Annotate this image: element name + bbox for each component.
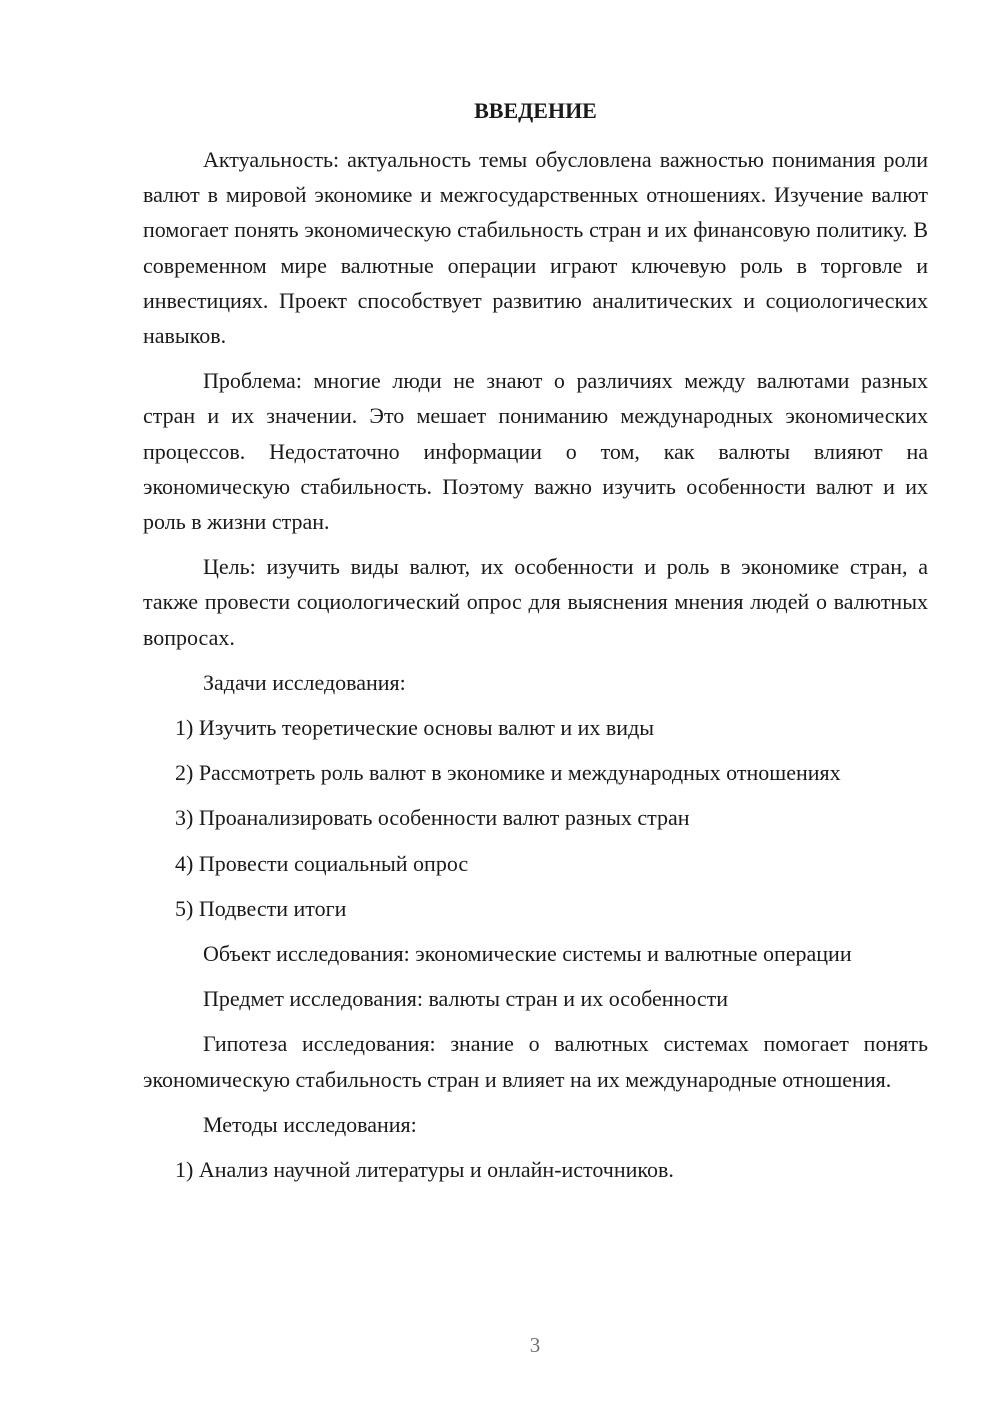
goal-paragraph: Цель: изучить виды валют, их особенности и роль в экономике стран, а также провести социологический опрос для выяснения мнения людей о валютных вопросах. [143, 554, 928, 650]
document-page [143, 93, 928, 1197]
methods-heading: Методы исследования: [203, 1111, 417, 1137]
problem-paragraph: Проблема: многие люди не знают о различиях между валютами разных стран и их значении. Это мешает пониманию международных экономических процессов. Недостаточно информации о том, как валюты влияют на экономическую стабильность. Поэтому важно изучить особенности валют и их роль в жизни стран. [143, 368, 928, 535]
object-paragraph: Объект исследования: экономические системы и валютные операции [203, 941, 852, 967]
task-item-4: 4) Провести социальный опрос [175, 850, 469, 876]
hypothesis-paragraph: Гипотеза исследования: знание о валютных системах помогает понять экономическую стабильность стран и влияет на их международные отношения. [143, 1031, 928, 1092]
subject-paragraph: Предмет исследования: валюты стран и их особенности [203, 986, 728, 1012]
task-item-5: 5) Подвести итоги [175, 895, 347, 921]
section-title: ВВЕДЕНИЕ [474, 98, 597, 123]
task-item-1: 1) Изучить теоретические основы валют и их виды [175, 715, 655, 741]
task-item-3: 3) Проанализировать особенности валют разных стран [175, 805, 690, 831]
tasks-heading: Задачи исследования: [203, 669, 406, 695]
page-number: 3 [529, 1333, 541, 1357]
relevance-paragraph: Актуальность: актуальность темы обусловлена важностью понимания роли валют в мировой экономике и межгосударственных отношениях. Изучение валют помогает понять экономическую стабильность стран и их финансовую политику. В современном мире валютные операции играют ключевую роль в торговле и инвестициях. Проект способствует развитию аналитических и социологических навыков. [143, 147, 928, 349]
task-item-2: 2) Рассмотреть роль валют в экономике и международных отношениях [175, 760, 841, 786]
method-item-1: 1) Анализ научной литературы и онлайн-источников. [175, 1157, 674, 1183]
